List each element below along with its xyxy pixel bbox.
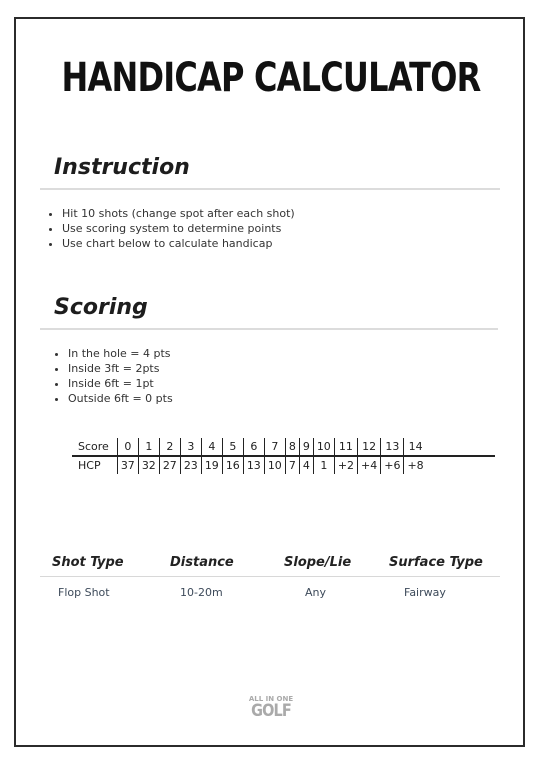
hcp-cell: 10 — [264, 456, 285, 474]
surface-type-cell: Fairway — [404, 586, 446, 599]
instruction-item: • Use chart below to calculate handicap — [62, 236, 295, 251]
score-row-extension — [427, 438, 495, 456]
hcp-cell: 7 — [285, 456, 299, 474]
score-cell: 4 — [201, 438, 222, 456]
hcp-cell: +6 — [381, 456, 404, 474]
score-cell: 0 — [117, 438, 138, 456]
score-cell: 12 — [358, 438, 381, 456]
logo-top-text: ALL IN ONE — [248, 695, 294, 703]
scoring-item: • In the hole = 4 pts — [68, 346, 173, 361]
shot-type-header: Shot Type — [52, 555, 124, 570]
score-cell: 2 — [159, 438, 180, 456]
scoring-item: • Outside 6ft = 0 pts — [68, 391, 173, 406]
hcp-cell: 4 — [299, 456, 313, 474]
scoring-divider — [40, 328, 498, 330]
hcp-row — [72, 456, 495, 474]
score-cell: 7 — [264, 438, 285, 456]
instruction-heading: Instruction — [54, 155, 190, 180]
hcp-cell: +4 — [358, 456, 381, 474]
scoring-item: • Inside 3ft = 2pts — [68, 361, 173, 376]
score-cell: 5 — [222, 438, 243, 456]
instruction-list — [42, 206, 295, 251]
score-cell: 6 — [243, 438, 264, 456]
score-cell: 10 — [313, 438, 334, 456]
instruction-divider — [40, 188, 500, 190]
score-cell: 3 — [180, 438, 201, 456]
scoring-item: • Inside 6ft = 1pt — [68, 376, 173, 391]
hcp-cell: +8 — [404, 456, 427, 474]
logo-bottom-text: GOLF — [251, 701, 291, 721]
score-cell: 1 — [138, 438, 159, 456]
score-cell: 13 — [381, 438, 404, 456]
hcp-cell: 37 — [117, 456, 138, 474]
hcp-cell: 23 — [180, 456, 201, 474]
score-cell: 9 — [299, 438, 313, 456]
page-title: HANDICAP CALCULATOR — [61, 55, 481, 101]
hcp-cell: 1 — [313, 456, 334, 474]
hcp-cell: 13 — [243, 456, 264, 474]
score-cell: 8 — [285, 438, 299, 456]
instruction-item: • Hit 10 shots (change spot after each shot) — [62, 206, 295, 221]
hcp-cell: 16 — [222, 456, 243, 474]
score-cell: 14 — [404, 438, 427, 456]
score-row — [72, 438, 495, 456]
hcp-cell: 19 — [201, 456, 222, 474]
handicap-table — [72, 438, 495, 474]
shot-type-cell: Flop Shot — [58, 586, 110, 599]
hcp-row-extension — [427, 456, 495, 474]
instruction-item: • Use scoring system to determine points — [62, 221, 295, 236]
score-cell: 11 — [334, 438, 357, 456]
slope-lie-header: Slope/Lie — [284, 555, 352, 570]
hcp-cell: 32 — [138, 456, 159, 474]
hcp-cell: +2 — [334, 456, 357, 474]
slope-lie-cell: Any — [305, 586, 327, 599]
scoring-list — [48, 346, 173, 406]
scoring-heading: Scoring — [54, 295, 148, 320]
score-label: Score — [72, 438, 117, 456]
distance-cell: 10-20m — [180, 586, 223, 599]
surface-type-header: Surface Type — [389, 555, 483, 570]
brand-logo — [241, 695, 301, 720]
hcp-label: HCP — [78, 459, 101, 472]
hcp-cell: 27 — [159, 456, 180, 474]
distance-header: Distance — [170, 555, 234, 570]
shot-table-divider — [40, 576, 500, 577]
